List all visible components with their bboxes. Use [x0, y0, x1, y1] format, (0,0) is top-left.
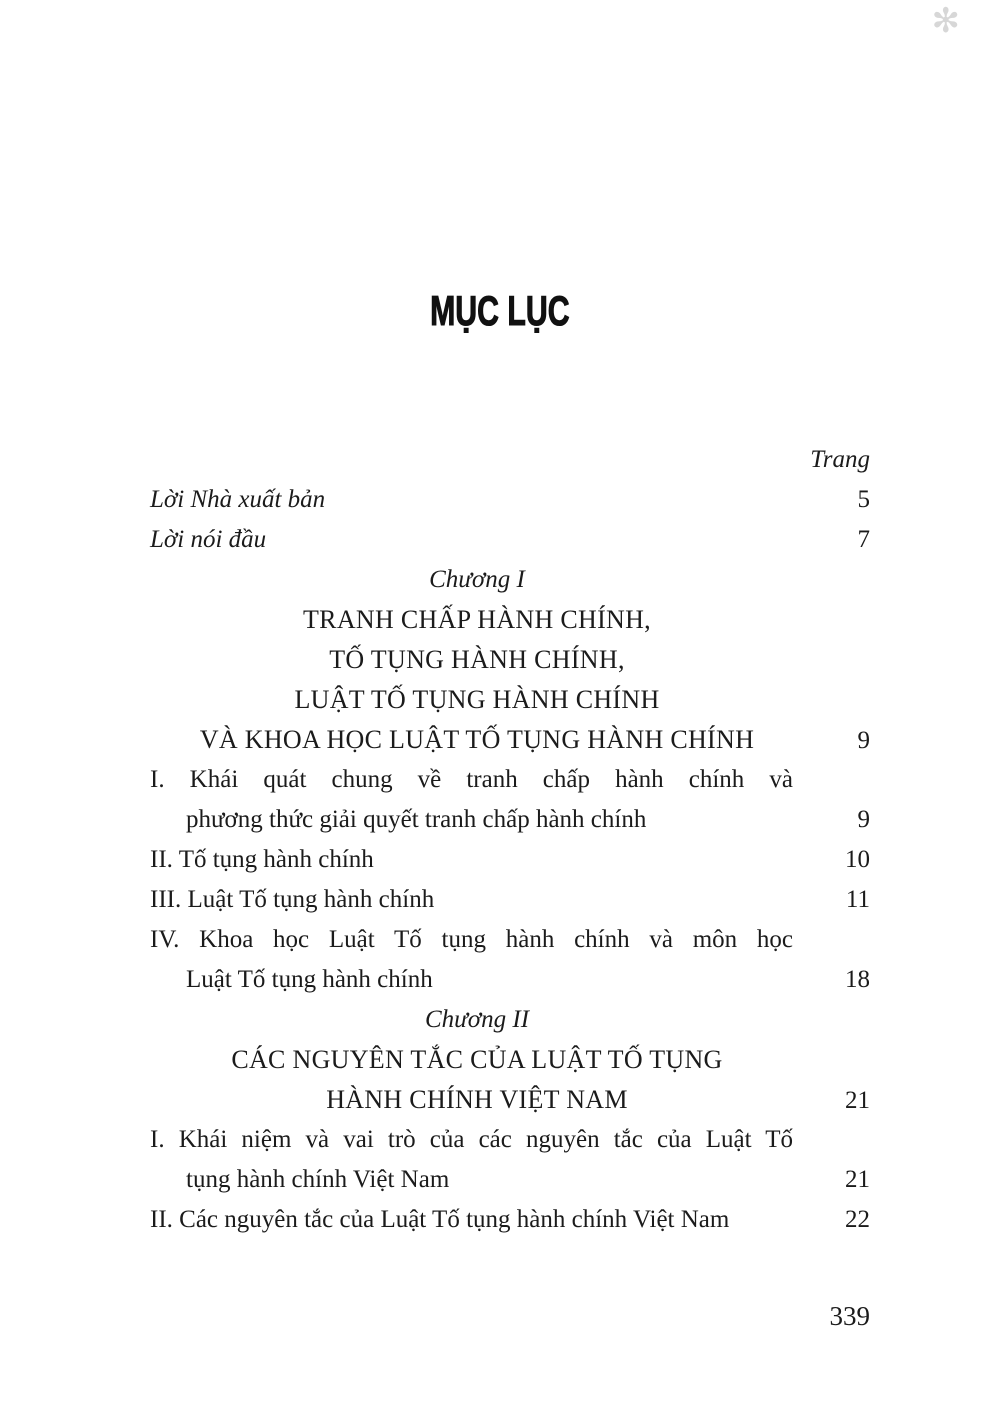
page-number: 9: [857, 727, 870, 754]
toc-entry: [150, 880, 870, 920]
page-title: [0, 288, 1000, 334]
chapter-title-line: TỐ TỤNG HÀNH CHÍNH,: [329, 645, 625, 674]
chapter-2-title-row: [150, 1040, 870, 1080]
page-number: 21: [845, 1087, 870, 1114]
toc-entry: [150, 840, 870, 880]
toc-entry-label: Luật Tố tụng hành chính: [186, 966, 433, 993]
toc-entry-label: III. Luật Tố tụng hành chính: [150, 886, 435, 913]
page-number: 22: [845, 1206, 870, 1233]
chapter-heading: Chương I: [429, 566, 525, 593]
toc-column-header-row: [150, 440, 870, 480]
toc-entry-label: phương thức giải quyết tranh chấp hành chính: [186, 806, 647, 833]
flower-watermark-icon: ✻: [931, 1, 960, 41]
page-number: 21: [845, 1166, 870, 1193]
toc-entry: [150, 1200, 870, 1240]
chapter-title-line: LUẬT TỐ TỤNG HÀNH CHÍNH: [294, 685, 660, 714]
chapter-2-title-row: [150, 1080, 870, 1120]
chapter-title-line: VÀ KHOA HỌC LUẬT TỐ TỤNG HÀNH CHÍNH: [199, 725, 755, 754]
toc-entry-label: Lời Nhà xuất bản: [150, 486, 326, 513]
page-number: 18: [845, 966, 870, 993]
toc-entry-label: tụng hành chính Việt Nam: [186, 1166, 450, 1193]
page-number: 10: [845, 846, 870, 873]
toc-entry-line-justified: I. Khái niệm và vai trò của các nguyên tắc của Luật Tố: [150, 1126, 793, 1153]
page-number: 5: [857, 486, 870, 513]
toc-entry-front-matter: [150, 480, 870, 520]
trang-column-header: Trang: [810, 446, 870, 473]
folio-page-number: 339: [829, 1301, 870, 1331]
chapter-heading: Chương II: [424, 1006, 530, 1033]
chapter-title-line: HÀNH CHÍNH VIỆT NAM: [326, 1085, 628, 1114]
page-title-text: MỤC LỤC: [430, 287, 570, 334]
page-number: 7: [857, 526, 870, 553]
toc-entry-front-matter: [150, 520, 870, 560]
toc-entry-label: II. Các nguyên tắc của Luật Tố tụng hành chính Việt Nam: [150, 1206, 730, 1233]
chapter-1-title-row: [150, 600, 870, 640]
page-number: 9: [857, 806, 870, 833]
chapter-title-line: TRANH CHẤP HÀNH CHÍNH,: [303, 605, 651, 634]
toc-entry-continuation: [150, 960, 870, 1000]
chapter-title-line: CÁC NGUYÊN TẮC CỦA LUẬT TỐ TỤNG: [231, 1045, 723, 1074]
toc-entry-line-justified: I. Khái quát chung về tranh chấp hành chính và: [150, 766, 793, 793]
chapter-1-title-row: [150, 720, 870, 760]
chapter-1-heading-row: [150, 560, 870, 600]
page-number: 11: [845, 886, 870, 913]
chapter-1-title-row: [150, 680, 870, 720]
toc-entry-continuation: [150, 800, 870, 840]
chapter-1-title-row: [150, 640, 870, 680]
chapter-2-heading-row: [150, 1000, 870, 1040]
toc-entry-continuation: [150, 1160, 870, 1200]
toc-entry-line-justified: IV. Khoa học Luật Tố tụng hành chính và môn học: [150, 926, 793, 953]
toc-entry-label: Lời nói đầu: [150, 526, 267, 553]
toc-entry-label: II. Tố tụng hành chính: [150, 846, 374, 873]
table-of-contents: [150, 440, 870, 1240]
